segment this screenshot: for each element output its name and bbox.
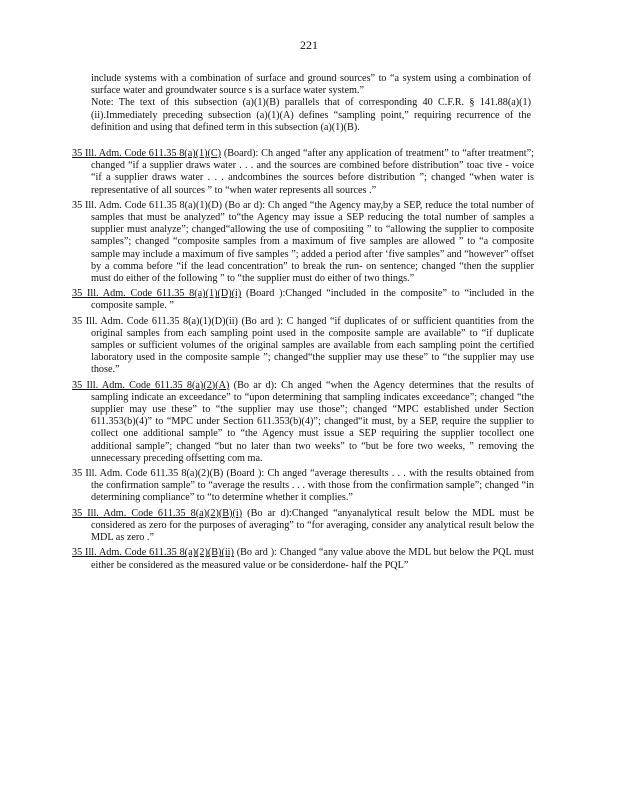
amendment-entry [72, 508, 534, 545]
intro-block [91, 73, 531, 134]
amendment-entry [72, 148, 534, 197]
entry-text: (Board ):Changed “included in the composite” to “included in the composite sample. ” [91, 288, 534, 312]
entry-citation: 35 Ill. Adm. Code 611.35 8(a)(1)(C) [72, 148, 222, 159]
intro-note: Note: The text of this subsection (a)(1)(B) parallels that of corresponding 40 C.F.R. § 141.88(a)(1)(ii).Immediately preceding subsection (a)(1)(A) defines “sampling point,” requiring recurrence of the definition and using that defined term in this subsection (a)(1)(B). [91, 97, 531, 133]
amendment-entry [72, 288, 534, 312]
entry-text: (Bo ard ): Changed “any value above the MDL but below the PQL must either be considered as the measured value or be considerdone- half the PQL” [91, 547, 534, 571]
amendment-entry [72, 468, 534, 505]
amendment-entries [72, 148, 534, 575]
entry-citation: 35 Ill. Adm. Code 611.35 8(a)(2)(B) [72, 468, 224, 480]
entry-citation: 35 Ill. Adm. Code 611.35 8(a)(2)(B)(i) [72, 507, 243, 519]
entry-text: (Board ): Ch anged “average theresults . . . with the results obtained from the confirmation sample” to “average the results . . . with those from the confirmation sample”; changed “in determining compliance” to “to determine whether it complies.” [91, 468, 534, 504]
entry-text: (Bo ard ): C hanged “if duplicates of or sufficient quantities from the original samples from each sampling point used in the composite sample are available” to “if duplicate samples or sufficient volumes of the original samples are available from each sampling point the certified laboratory used in the composite sample ”; changed“the supplier may use these” to “the supplier may use those.” [91, 315, 534, 376]
intro-paragraph: include systems with a combination of surface and ground sources” to “a system using a combination of surface water and groundwater source s is a surface water system.” [91, 73, 531, 97]
amendment-entry [72, 380, 534, 465]
amendment-entry [72, 547, 534, 571]
entry-text: (Bo ar d): Ch anged “the Agency may,by a SEP, reduce the total number of samples that must be analyzed” to“the Agency may issue a SEP reducing the total number of samples a supplier must analyze”; changed“allowing the use of compositing ” to “allowing the supplier to composite samples”; changed “composite samples from a maximum of five samples are allowed ” to “a composite sample may include a maximum of five samples ”; added a period after ‘five samples” and “however” offset by a comma before “if the lead concentration” to break the run- on sentence; changed “then the supplier must do either of the following ” to “the supplier must do either of two things.” [91, 199, 534, 285]
page-number: 221 [300, 38, 318, 52]
entry-citation: 35 Ill. Adm. Code 611.35 8(a)(1)(D)(i) [72, 288, 242, 300]
entry-citation: 35 Ill. Adm. Code 611.35 8(a)(2)(A) [72, 379, 230, 391]
amendment-entry [72, 316, 534, 377]
entry-citation: 35 Ill. Adm. Code 611.35 8(a)(1)(D) [72, 199, 222, 211]
amendment-entry [72, 200, 534, 285]
entry-text: (Bo ar d): Ch anged “when the Agency determines that the results of sampling indicate an exceedance” to “upon determining that sampling indicates exceedance”; changed “the supplier may use these” to “the supplier may use those”; changed “MPC established under Section 611.353(b)(4)” to “MPC under Section 611.353(b)(4)”; changed“it must, by a SEP, require the supplier to collect one additional sample” to “the Agency must issue a SEP requiring the supplier tocollect one additional sample”; changed “but no later than two weeks” to “but be fore two weeks, ” removing the unnecessary preceding offsetting com ma. [91, 379, 534, 464]
entry-citation: 35 Ill. Adm. Code 611.35 8(a)(1)(D)(ii) [72, 315, 238, 327]
entry-text: (Bo ar d):Changed “anyanalytical result below the MDL must be considered as zero for the purposes of averaging” to “for averaging, consider any analytical result below the MDL as zero .” [91, 507, 535, 544]
entry-text: (Board): Ch anged “after any application of treatment” to “after treatment”; changed “if a supplier draws water . . . and the sources are combined before distribution” toac tive - voice “if a supplier draws water . . . andcombines the sources before distribution ”; changed “when water is representative of all sources ” to “when water represents all sources .” [91, 148, 534, 196]
entry-citation: 35 Ill. Adm. Code 611.35 8(a)(2)(B)(ii) [72, 547, 234, 559]
